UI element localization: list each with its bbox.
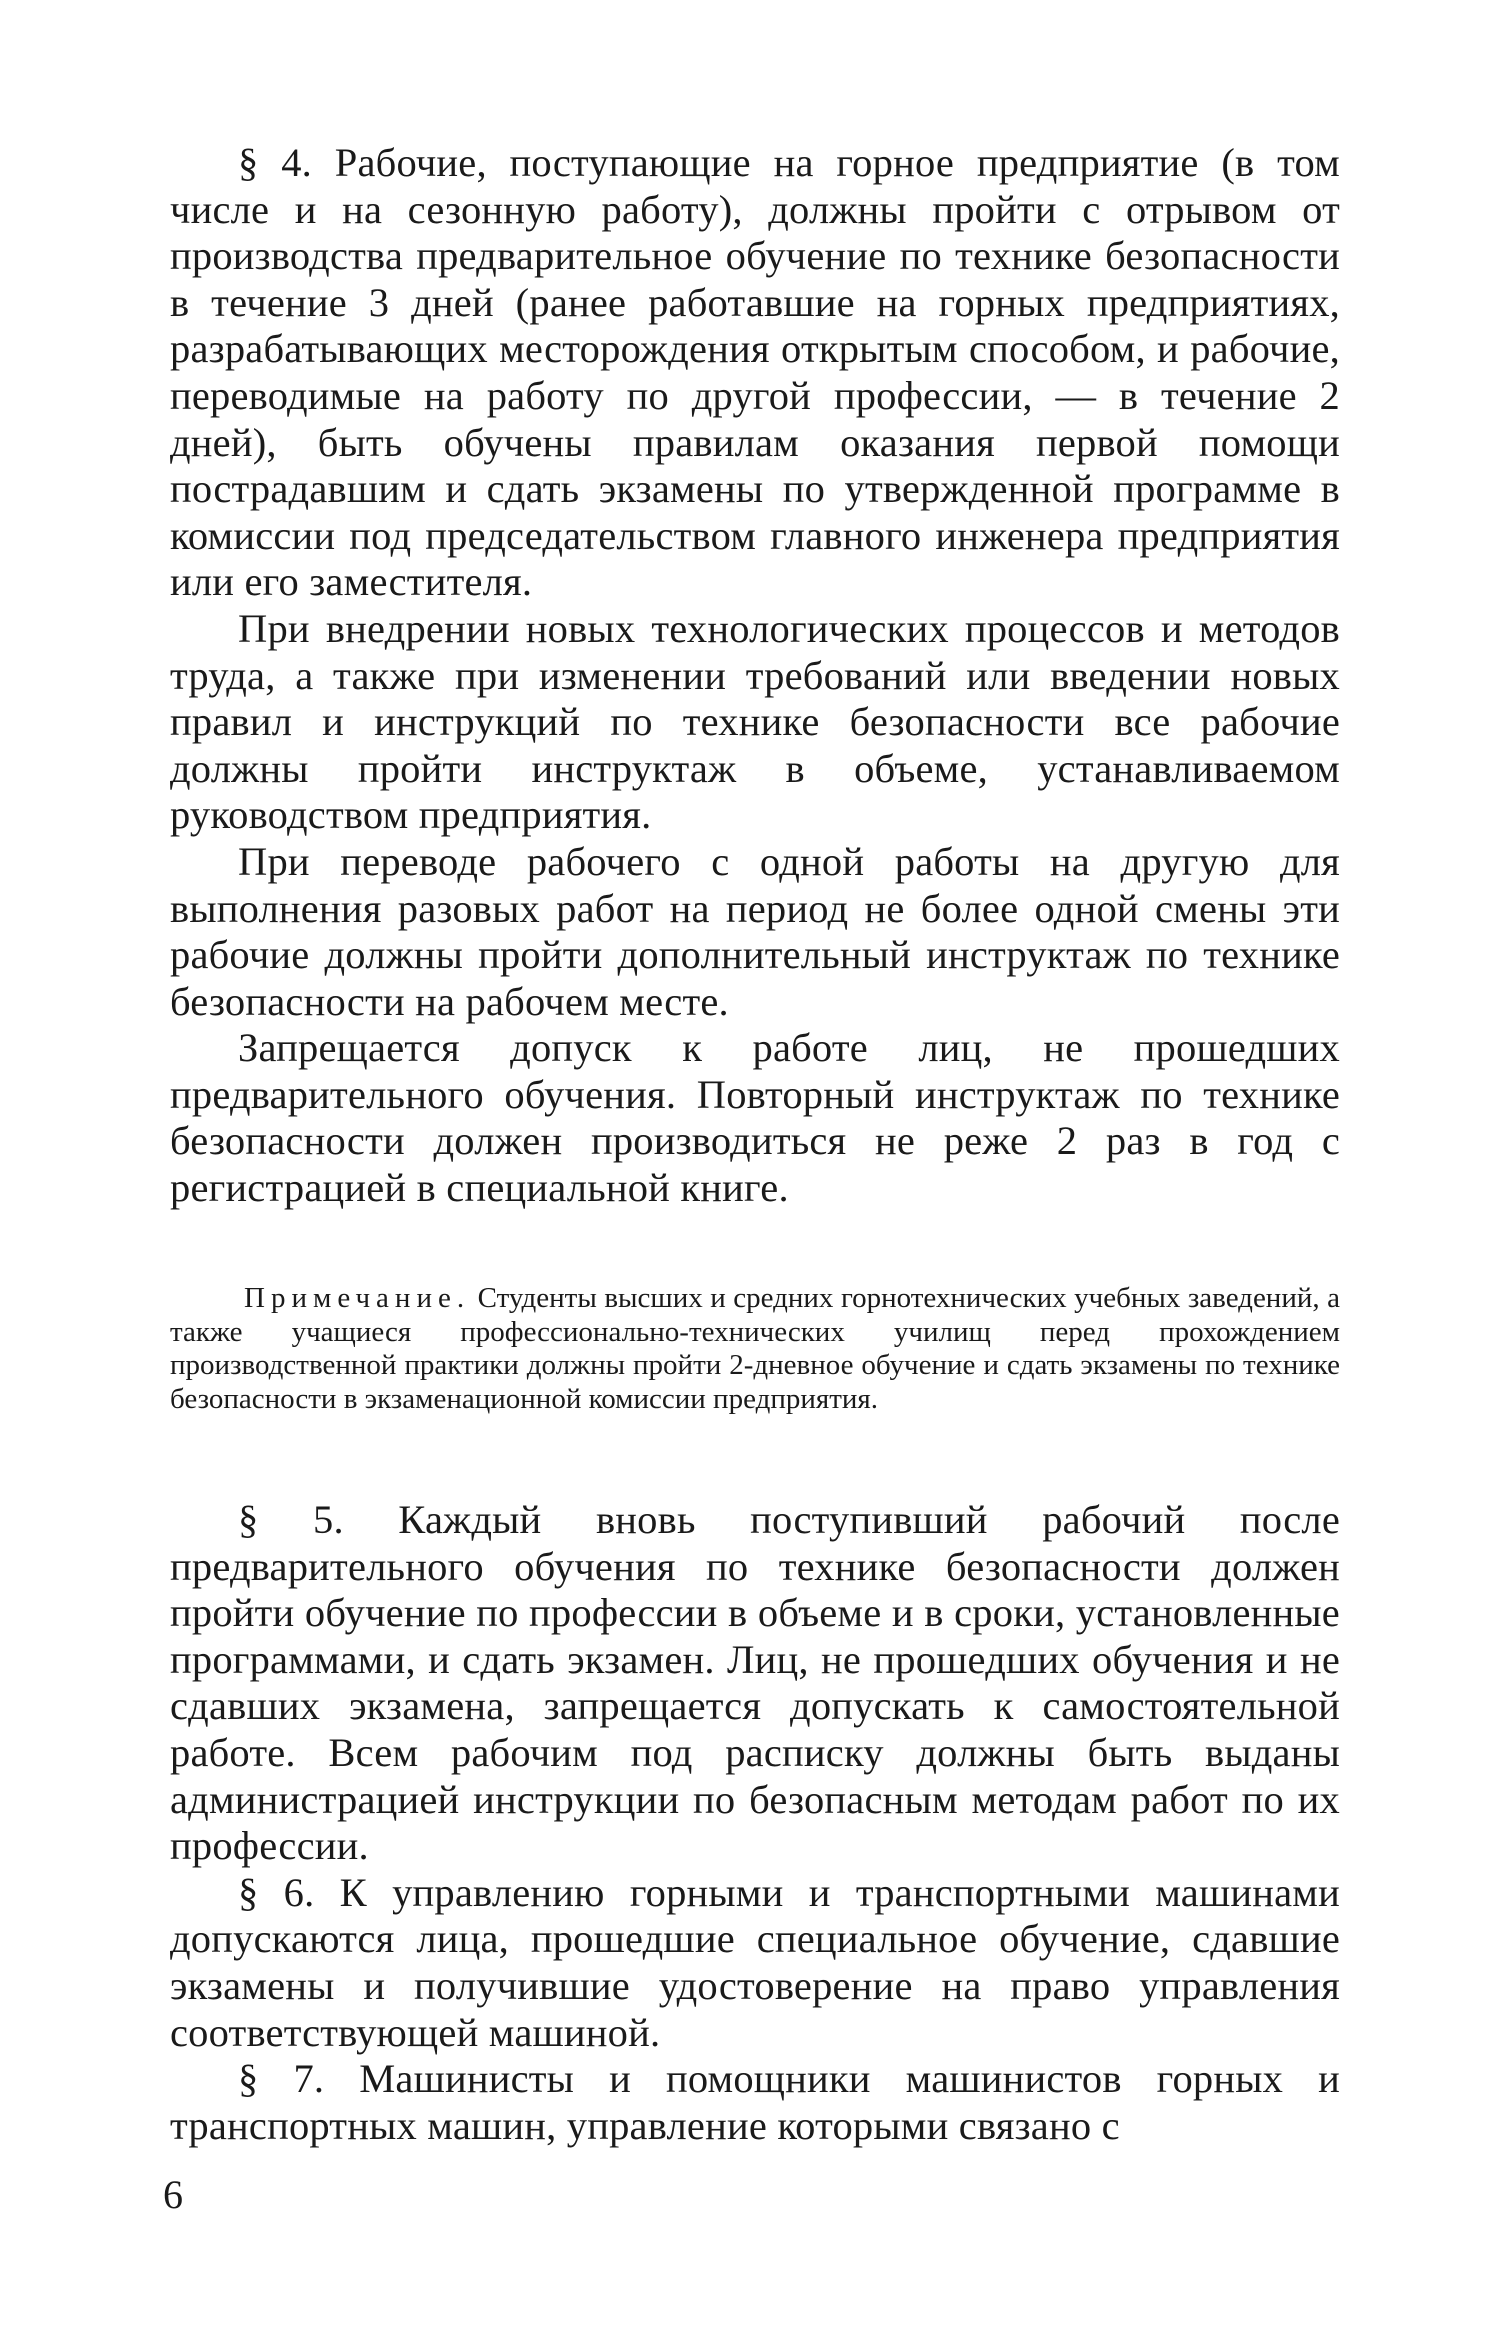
section-upper [170, 140, 1340, 1212]
paragraph-job-transfer: При переводе рабочего с одной работы на другую для выполнения разовых работ на период не более одной смены эти рабочие должны пройти дополнительный инструктаж по технике безопасности на рабочем месте. [170, 838, 1340, 1024]
paragraph-section-5: § 5. Каждый вновь поступивший рабочий после предварительного обучения по технике безопасности должен пройти обучение по профессии в объеме и в сроки, установленные программами, и сдать экзамен. Лиц, не прошедших обучения и не сдавших экзамена, запрещается допускать к самостоятельной работе. Всем рабочим под расписку должны быть выданы администрацией инструкции по безопасным методам работ по их профессии. [170, 1497, 1340, 1869]
paragraph-section-7: § 7. Машинисты и помощники машинистов горных и транспортных машин, управление которыми связано с [170, 2056, 1340, 2148]
paragraph-section-6: § 6. К управлению горными и транспортными машинами допускаются лица, прошедшие специальное обучение, сдавшие экзамены и получившие удостоверение на право управления соответствующей машиной. [170, 1869, 1340, 2055]
paragraph-new-processes: При внедрении новых технологических процессов и методов труда, а также при изменении требований или введении новых правил и инструкций по технике безопасности все рабочие должны пройти инструктаж в объеме, устанавливаемом руководством предприятия. [170, 605, 1340, 838]
note-label: Примечание. [244, 1282, 471, 1314]
page-number: 6 [163, 2172, 183, 2217]
paragraph-section-4: § 4. Рабочие, поступающие на горное предприятие (в том числе и на сезонную работу), должны пройти с отрывом от производства предварительное обучение по технике безопасности в течение 3 дней (ранее работавшие на горных предприятиях, разрабатывающих месторождения открытым способом, и рабочие, переводимые на работу по другой профессии, — в течение 2 дней), быть обучены правилам оказания первой помощи пострадавшим и сдать экзамены по утвержденной программе в комиссии под председательством главного инженера предприятия или его заместителя. [170, 140, 1340, 605]
paragraph-admission-ban: Запрещается допуск к работе лиц, не прошедших предварительного обучения. Повторный инструктаж по технике безопасности должен производиться не реже 2 раз в год с регистрацией в специальной книге. [170, 1025, 1340, 1211]
section-lower [170, 1497, 1340, 2149]
note-text: Студенты высших и средних горнотехнических учебных заведений, а также учащиеся профессионально-технических училищ перед прохождением производственной практики должны пройти 2-дневное обучение и сдать экзамены по технике безопасности в экзаменационной комиссии предприятия. [170, 1282, 1340, 1415]
note [170, 1282, 1340, 1416]
